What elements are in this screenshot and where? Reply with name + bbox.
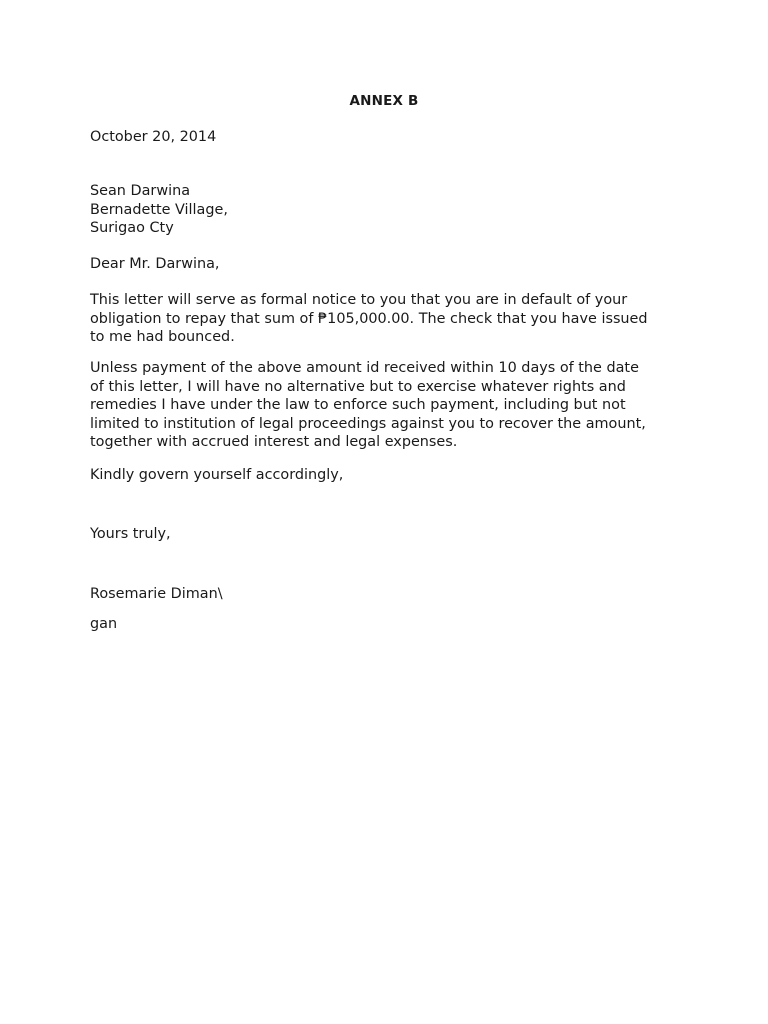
valediction xyxy=(90,525,690,544)
recipient-address-line-1: Bernadette Village, xyxy=(90,201,228,218)
paragraph-line: Unless payment of the above amount id received within 10 days of the date xyxy=(90,360,639,376)
paragraph-line: remedies I have under the law to enforce such payment, including but not xyxy=(90,397,626,413)
paragraph-line: This letter will serve as formal notice to you that you are in default of your xyxy=(90,292,628,308)
paragraph-default-notice xyxy=(90,291,690,347)
recipient-name: Sean Darwina xyxy=(90,183,191,199)
signature-name xyxy=(90,585,690,604)
letter-date xyxy=(90,128,690,147)
closing-remark xyxy=(90,466,690,485)
recipient-address-line-2: Surigao Cty xyxy=(90,220,174,236)
signature-line-1: Rosemarie Diman\ xyxy=(90,586,223,602)
paragraph-line: obligation to repay that sum of ₱105,000.00. The check that you have issued xyxy=(90,310,648,327)
closing-remark-text: Kindly govern yourself accordingly, xyxy=(90,467,344,483)
recipient-address xyxy=(90,182,690,238)
signature-continuation xyxy=(90,615,690,634)
paragraph-line: together with accrued interest and legal expenses. xyxy=(90,434,458,450)
salutation-text: Dear Mr. Darwina, xyxy=(90,256,220,272)
valediction-text: Yours truly, xyxy=(90,526,171,542)
salutation xyxy=(90,255,690,274)
paragraph-line: limited to institution of legal proceedings against you to recover the amount, xyxy=(90,415,646,432)
paragraph-line: of this letter, I will have no alternative but to exercise whatever rights and xyxy=(90,378,626,395)
paragraph-line: to me had bounced. xyxy=(90,329,235,345)
document-heading: ANNEX B xyxy=(349,93,419,109)
paragraph-payment-demand xyxy=(90,359,690,452)
letter-date-text: October 20, 2014 xyxy=(90,129,217,145)
signature-line-2: gan xyxy=(90,616,118,632)
